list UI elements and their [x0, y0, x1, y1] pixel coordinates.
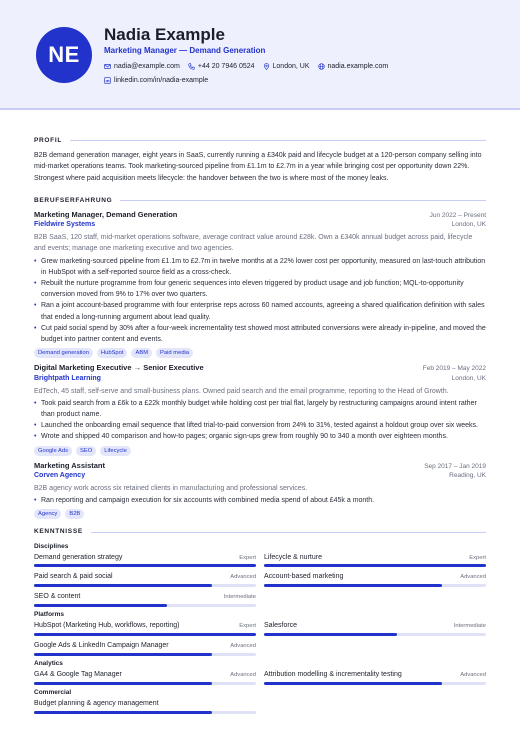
skill-tag: Demand generation [34, 348, 93, 358]
skill-item [264, 670, 486, 685]
linkedin-text: linkedin.com/in/nadia-example [114, 77, 209, 84]
candidate-name: Nadia Example [104, 25, 225, 44]
job-company: Brightpath Learning [34, 374, 101, 382]
contact-linkedin[interactable] [104, 76, 208, 86]
job-date: Sep 2017 – Jan 2019 [424, 462, 486, 470]
job-description: B2B agency work across six retained clients in manufacturing and professional services. [34, 484, 308, 492]
section-divider [91, 532, 486, 533]
job-title: Digital Marketing Executive → Senior Executive [34, 363, 204, 373]
skill-bar [34, 584, 256, 587]
skill-bar [264, 682, 486, 685]
skill-bar-fill [34, 653, 212, 656]
skill-tag: B2B [65, 509, 84, 519]
job-location: London, UK [451, 221, 486, 229]
skill-level: Advanced [230, 671, 256, 678]
skill-bar-fill [34, 711, 212, 714]
job-description: B2B SaaS, 120 staff, mid-market operations software, average contract value around £28k. Own a £340k annual budget across paid, lifecycle and events; manage one marketing executive and two agencies. [34, 234, 473, 253]
job-company: Corven Agency [34, 472, 86, 480]
experience-section-title: BERUFSERFAHRUNG [34, 196, 486, 205]
skill-bar [264, 633, 486, 636]
skill-category: Analytics [34, 659, 63, 667]
skill-level: Intermediate [453, 623, 486, 630]
skill-category: Disciplines [34, 542, 69, 550]
skill-level: Expert [469, 554, 486, 561]
skill-item [34, 670, 256, 685]
skill-bar-fill [34, 604, 167, 607]
skill-bar [34, 633, 256, 636]
phone-text: +44 20 7946 0524 [197, 63, 255, 70]
job-bullets [34, 398, 486, 443]
job-bullet: • Launched the onboarding email sequence that lifted trial-to-paid conversion from 24% to 31%, tested against a holdout group over six weeks. [34, 420, 486, 431]
skill-bar [34, 653, 256, 656]
linkedin-icon [104, 77, 111, 84]
skill-name: Salesforce [264, 622, 298, 630]
skill-bar [34, 564, 256, 567]
job-entry [34, 461, 486, 520]
job-bullet: • Wrote and shipped 40 comparison and how-to pages; organic sign-ups grew from roughly 90 to 340 a month over eighteen months. [34, 431, 486, 442]
skill-item [34, 592, 256, 607]
job-bullets [34, 256, 486, 346]
skill-name: Paid search & paid social [34, 573, 113, 581]
website-text: nadia.example.com [327, 63, 389, 70]
skill-level: Advanced [230, 642, 256, 649]
skill-name: GA4 & Google Tag Manager [34, 670, 122, 678]
job-tags [34, 348, 486, 358]
skill-bar [34, 604, 256, 607]
skill-grid [34, 621, 486, 656]
candidate-role: Marketing Manager — Demand Generation [104, 46, 266, 55]
section-divider [70, 140, 486, 141]
skill-bar-fill [264, 682, 442, 685]
job-title: Marketing Manager, Demand Generation [34, 209, 178, 219]
skill-level: Advanced [230, 574, 256, 581]
skill-tag: Lifecycle [100, 446, 131, 456]
location-text: London, UK [272, 63, 310, 70]
job-company: Fieldwire Systems [34, 221, 96, 229]
location-icon [263, 63, 270, 70]
skill-level: Advanced [460, 671, 486, 678]
skill-item [34, 641, 256, 656]
skill-grid [34, 699, 486, 714]
skill-name: Account-based marketing [264, 573, 344, 581]
skill-name: Google Ads & LinkedIn Campaign Manager [34, 641, 169, 649]
contact-email[interactable] [104, 62, 180, 72]
skill-item [34, 553, 256, 568]
section-divider [120, 200, 486, 201]
skill-bar-fill [264, 564, 486, 567]
job-bullet: • Ran a joint account-based programme with four enterprise reps across 60 named accounts, agreeing a shared qualification definition with sales that ended a long-running argument about lead quality. [34, 300, 486, 322]
skill-tag: SEO [76, 446, 96, 456]
job-bullets [34, 495, 486, 506]
skill-bar [34, 711, 256, 714]
skill-item [264, 572, 486, 587]
job-description: EdTech, 45 staff, self-serve and small-business plans. Owned paid search and the email programme, reporting to the Head of Growth. [34, 387, 449, 395]
skill-name: Lifecycle & nurture [264, 553, 322, 561]
job-location: Reading, UK [449, 472, 486, 480]
skill-bar [264, 564, 486, 567]
skill-grid [34, 553, 486, 607]
skill-item [34, 621, 256, 636]
email-icon [104, 63, 111, 70]
skill-tag: Paid media [156, 348, 193, 358]
job-entry [34, 210, 486, 358]
skill-bar-fill [264, 633, 397, 636]
job-entry [34, 363, 486, 455]
skill-name: Demand generation strategy [34, 553, 123, 561]
skills-section-title: KENNTNISSE [34, 527, 486, 536]
avatar: NE [36, 27, 92, 83]
job-bullet: • Rebuilt the nurture programme from four generic sequences into eleven triggered by product usage and job function; MQL-to-opportunity conversion moved from 9% to 17% over two quarters. [34, 278, 486, 300]
skill-level: Expert [239, 554, 256, 561]
job-bullet: • Ran reporting and campaign execution for six accounts with combined media spend of about £45k a month. [34, 495, 486, 506]
contact-row [104, 62, 388, 72]
skill-bar-fill [264, 584, 442, 587]
skill-tag: HubSpot [97, 348, 128, 358]
job-tags [34, 446, 486, 456]
resume-body [34, 136, 486, 717]
globe-icon [318, 63, 325, 70]
job-bullet: • Cut paid social spend by 30% after a four-week incrementality test showed most attributed conversions were already in-pipeline, and moved the budget into partner content and events. [34, 323, 486, 345]
skill-name: Attribution modelling & incrementality testing [264, 670, 402, 678]
profile-section-title: PROFIL [34, 136, 486, 145]
job-title: Marketing Assistant [34, 460, 105, 470]
skill-tag: Google Ads [34, 446, 72, 456]
skill-name: HubSpot (Marketing Hub, workflows, reporting) [34, 622, 180, 630]
skill-bar-fill [34, 633, 256, 636]
skill-category: Commercial [34, 688, 72, 696]
skill-item [264, 553, 486, 568]
profile-summary: B2B demand generation manager, eight years in SaaS, currently running a £340k paid and lifecycle budget at a 120-person company selling into mid-market operations teams. Took marketing-sourced pipeline from £1.1m to £2.7m in a year while bringing cost per opportunity down 22%. Strongest where paid acquisition meets lifecycle: the handover between the two is where most of the money leaks. [34, 152, 482, 182]
job-bullet: • Took paid search from a £6k to a £22k monthly budget while holding cost per trial flat, largely by restructuring campaigns around intent rather than product name. [34, 398, 486, 420]
contact-location [263, 62, 310, 72]
skill-tag: ABM [131, 348, 152, 358]
skill-item [34, 572, 256, 587]
skill-bar-fill [34, 682, 212, 685]
skill-bar [264, 584, 486, 587]
skill-level: Expert [239, 623, 256, 630]
skill-name: Budget planning & agency management [34, 699, 159, 707]
contact-website[interactable] [318, 62, 389, 72]
skill-grid [34, 670, 486, 685]
contact-phone[interactable] [188, 62, 255, 72]
skill-item [34, 699, 256, 714]
email-text: nadia@example.com [114, 63, 180, 70]
skill-name: SEO & content [34, 593, 81, 601]
job-bullet: • Grew marketing-sourced pipeline from £1.1m to £2.7m in twelve months at a 22% lower cost per opportunity, measured on last-touch attribution in HubSpot with a self-reported source field as a cross-check. [34, 256, 486, 278]
skill-item [264, 621, 486, 636]
skill-level: Intermediate [223, 594, 256, 601]
skill-level: Advanced [460, 574, 486, 581]
resume-header [0, 0, 520, 110]
job-date: Jun 2022 – Present [429, 211, 486, 219]
job-location: London, UK [451, 374, 486, 382]
skill-bar-fill [34, 564, 256, 567]
skill-tag: Agency [34, 509, 61, 519]
job-tags [34, 509, 486, 519]
skill-category: Platforms [34, 611, 64, 619]
job-date: Feb 2019 – May 2022 [422, 365, 486, 373]
phone-icon [188, 63, 195, 70]
skill-bar [34, 682, 256, 685]
skill-bar-fill [34, 584, 212, 587]
contact-row-2 [104, 76, 208, 86]
